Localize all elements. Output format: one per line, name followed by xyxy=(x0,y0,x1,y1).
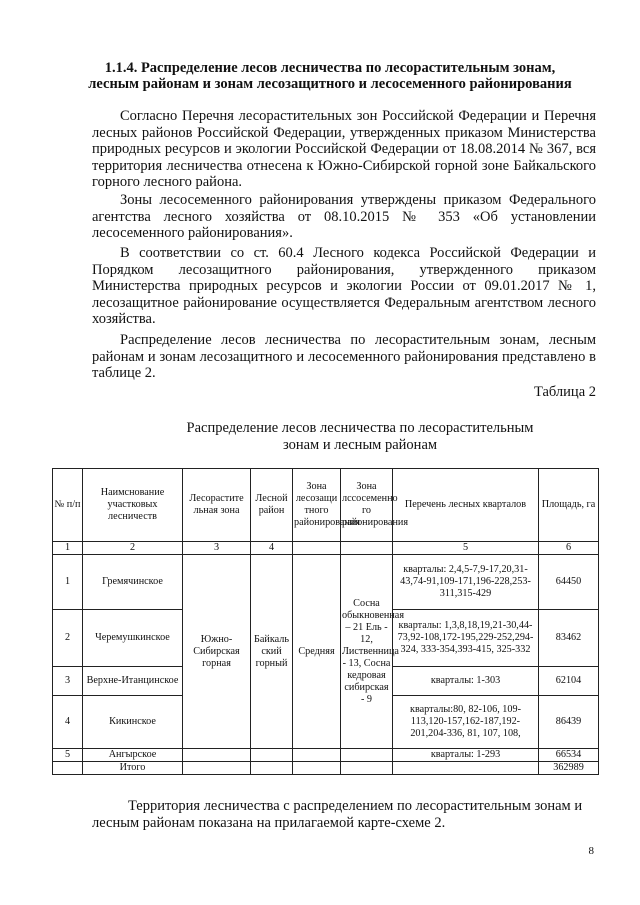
header-zone: Лесорастите льная зона xyxy=(183,469,251,542)
table-numbering-row xyxy=(53,542,599,555)
row-name: Верхне-Итанцинское xyxy=(83,667,183,696)
row-area: 86439 xyxy=(539,696,599,749)
empty-cell xyxy=(183,762,251,775)
col-number-empty xyxy=(293,542,341,555)
table-total-row xyxy=(53,762,599,775)
row-area: 66534 xyxy=(539,749,599,762)
row-num: 1 xyxy=(53,555,83,610)
district-cell: Байкаль ский горный xyxy=(251,555,293,749)
header-seed-zone: Зона лссосеменно го районирования xyxy=(341,469,393,542)
row-num: 2 xyxy=(53,610,83,667)
footer-paragraph: Территория лесничества с распределением по лесорастительным зонам и лесным районам показана на прилагаемой карте-схеме 2. xyxy=(92,798,583,831)
row-quarters: кварталы: 1,3,8,18,19,21-30,44-73,92-108,172-195,229-252,294-324, 333-354,393-415, 325-332 xyxy=(393,610,539,667)
row-area: 64450 xyxy=(539,555,599,610)
heading-line-2: лесным районам и зонам лесозащитного и лесосеменного районирования xyxy=(88,76,572,92)
col-number: 2 xyxy=(83,542,183,555)
row-name: Черемушкинское xyxy=(83,610,183,667)
paragraph-4: Распределение лесов лесничества по лесорастительным зонам, лесным районам и зонам лесозащитного и лесосеменного районирования представлено в таблице 2. xyxy=(92,332,596,381)
row-area: 62104 xyxy=(539,667,599,696)
row-quarters: кварталы: 1-293 xyxy=(393,749,539,762)
col-number: 6 xyxy=(539,542,599,555)
row-quarters: кварталы:80, 82-106, 109-113,120-157,162-187,192-201,204-336, 81, 107, 108, xyxy=(393,696,539,749)
heading-line-1: 1.1.4. Распределение лесов лесничества по лесорастительным зонам, xyxy=(104,60,556,76)
empty-cell xyxy=(341,749,393,762)
header-num: № п/п xyxy=(53,469,83,542)
section-heading xyxy=(60,60,600,92)
col-number: 1 xyxy=(53,542,83,555)
row-num: 3 xyxy=(53,667,83,696)
row-num: 4 xyxy=(53,696,83,749)
row-quarters: кварталы: 1-303 xyxy=(393,667,539,696)
row-name: Ангырское xyxy=(83,749,183,762)
header-district: Лесной район xyxy=(251,469,293,542)
empty-cell xyxy=(251,762,293,775)
distribution-table xyxy=(52,468,599,775)
table-caption-line-2: зонам и лесным районам xyxy=(282,437,438,453)
total-value: 362989 xyxy=(539,762,599,775)
empty-cell xyxy=(183,749,251,762)
zone-cell: Южно-Сибирская горная xyxy=(183,555,251,749)
table-caption-line-1: Распределение лесов лесничества по лесорастительным xyxy=(186,420,534,436)
row-num: 5 xyxy=(53,749,83,762)
empty-cell xyxy=(341,762,393,775)
total-label: Итого xyxy=(83,762,183,775)
empty-cell xyxy=(293,762,341,775)
row-area: 83462 xyxy=(539,610,599,667)
table-row xyxy=(53,555,599,610)
row-quarters: кварталы: 2,4,5-7,9-17,20,31-43,74-91,109-171,196-228,253-311,315-429 xyxy=(393,555,539,610)
seed-zone-cell: Сосна обыкновенная – 21 Ель - 12, Лиственница - 13, Сосна кедровая сибирская - 9 xyxy=(341,555,393,749)
empty-cell xyxy=(53,762,83,775)
table-row xyxy=(53,749,599,762)
header-area: Площадь, га xyxy=(539,469,599,542)
col-number: 3 xyxy=(183,542,251,555)
col-number-empty xyxy=(341,542,393,555)
paragraph-2: Зоны лесосеменного районирования утверждены приказом Федерального агентства лесного хозяйства от 08.10.2015 № 353 «Об установлении лесосеменного районирования». xyxy=(92,192,596,241)
col-number: 4 xyxy=(251,542,293,555)
col-number: 5 xyxy=(393,542,539,555)
paragraph-3: В соответствии со ст. 60.4 Лесного кодекса Российской Федерации и Порядком лесозащитного районирования, утвержденного приказом Министерства природных ресурсов и экологии России от 09.01.2017 № 1, лесозащитное районирование осуществляется Федеральным агентством лесного хозяйства. xyxy=(92,245,596,327)
table-label: Таблица 2 xyxy=(533,384,596,400)
row-name: Гремячинское xyxy=(83,555,183,610)
header-quarters: Перечень лесных кварталов xyxy=(393,469,539,542)
header-protection-zone: Зона лесозащи тного районирования xyxy=(293,469,341,542)
table-caption xyxy=(160,420,560,454)
table-header-row xyxy=(53,469,599,542)
header-name: Наимснование участковых лесничеств xyxy=(83,469,183,542)
page-number: 8 xyxy=(588,845,594,857)
paragraph-1: Согласно Перечня лесорастительных зон Российской Федерации и Перечня лесных районов Российской Федерации, утвержденных приказом Министерства природных ресурсов и экологии Российской Федерации от 18.08.2014 № 367, вся территория лесничества отнесена к Южно-Сибирской горной зоне Байкальского горного лесного района. xyxy=(92,108,596,190)
empty-cell xyxy=(293,749,341,762)
empty-cell xyxy=(393,762,539,775)
protection-zone-cell: Средняя xyxy=(293,555,341,749)
empty-cell xyxy=(251,749,293,762)
row-name: Кикинское xyxy=(83,696,183,749)
